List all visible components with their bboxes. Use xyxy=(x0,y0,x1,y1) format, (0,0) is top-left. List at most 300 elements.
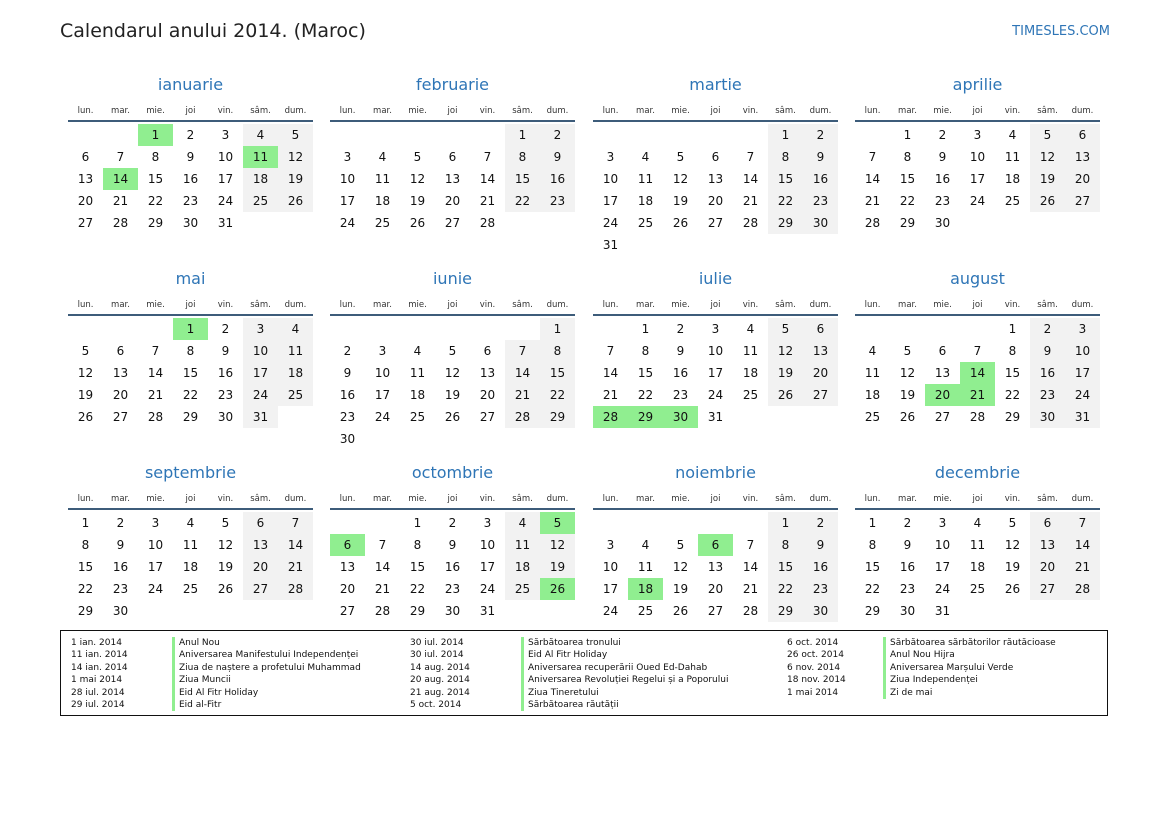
day-cell: 25 xyxy=(637,216,654,230)
day-cell: 18 xyxy=(278,362,313,384)
day-cell: 25 xyxy=(742,388,759,402)
weekday-label: joi xyxy=(710,106,721,116)
holiday-day-cell: 26 xyxy=(540,578,575,600)
day-cell: 13 xyxy=(1065,146,1100,168)
day-cell: 17 xyxy=(339,194,356,208)
month-ianuarie xyxy=(68,74,313,264)
day-cell: 13 xyxy=(1030,534,1065,556)
day-cell: 27 xyxy=(1030,578,1065,600)
weekday-label: mie. xyxy=(146,300,165,310)
day-cell: 23 xyxy=(899,582,916,596)
holiday-name: Sărbătoarea răutății xyxy=(521,699,619,711)
day-cell: 9 xyxy=(938,150,947,164)
days-grid xyxy=(855,124,1100,264)
day-cell: 13 xyxy=(707,172,724,186)
holiday-date: 21 aug. 2014 xyxy=(410,687,470,698)
weekday-label: dum. xyxy=(284,300,307,310)
weekday-label: mie. xyxy=(408,106,427,116)
day-cell: 8 xyxy=(1008,344,1017,358)
day-cell: 21 xyxy=(147,388,164,402)
day-cell: 26 xyxy=(409,216,426,230)
day-cell: 12 xyxy=(540,534,575,556)
weekday-label: dum. xyxy=(809,106,832,116)
day-cell: 17 xyxy=(969,172,986,186)
days-grid xyxy=(330,318,575,458)
weekday-label: sâm. xyxy=(512,106,533,116)
day-cell: 28 xyxy=(505,406,540,428)
holiday-name: Aniversarea Revoluției Regelui și a Poporului xyxy=(521,674,728,686)
day-cell: 9 xyxy=(116,538,125,552)
day-cell: 22 xyxy=(409,582,426,596)
weekday-label: lun. xyxy=(339,300,356,310)
day-cell: 6 xyxy=(1065,124,1100,146)
day-cell: 27 xyxy=(707,216,724,230)
day-cell: 23 xyxy=(339,410,356,424)
holiday-date: 1 mai 2014 xyxy=(71,675,123,686)
day-cell: 15 xyxy=(540,362,575,384)
holiday-name: Aniversarea recuperării Oued Ed-Dahab xyxy=(521,662,707,674)
day-cell: 26 xyxy=(217,582,234,596)
day-cell: 16 xyxy=(803,168,838,190)
day-cell: 22 xyxy=(768,190,803,212)
weekday-label: vin. xyxy=(742,106,759,116)
day-cell: 19 xyxy=(217,560,234,574)
month-name: decembrie xyxy=(934,463,1021,482)
day-cell: 30 xyxy=(112,604,129,618)
day-cell: 15 xyxy=(768,556,803,578)
day-cell: 5 xyxy=(676,538,685,552)
day-cell: 4 xyxy=(746,322,755,336)
day-cell: 20 xyxy=(444,194,461,208)
day-cell: 12 xyxy=(444,366,461,380)
month-octombrie xyxy=(330,462,575,652)
day-cell: 6 xyxy=(483,344,492,358)
weekday-label: mie. xyxy=(671,300,690,310)
day-cell: 8 xyxy=(768,534,803,556)
weekday-label: sâm. xyxy=(250,106,271,116)
holiday-list xyxy=(60,630,1108,716)
day-cell: 4 xyxy=(973,516,982,530)
holiday-date: 18 nov. 2014 xyxy=(787,675,846,686)
day-cell: 6 xyxy=(81,150,90,164)
day-cell: 16 xyxy=(182,172,199,186)
weekday-header xyxy=(330,290,575,316)
day-cell: 18 xyxy=(1004,172,1021,186)
weekday-label: sâm. xyxy=(1037,494,1058,504)
day-cell: 14 xyxy=(278,534,313,556)
holiday-day-cell: 28 xyxy=(593,406,628,428)
day-cell: 31 xyxy=(217,216,234,230)
day-cell: 8 xyxy=(505,146,540,168)
month-septembrie xyxy=(68,462,313,652)
day-cell: 24 xyxy=(1065,384,1100,406)
day-cell: 25 xyxy=(278,384,313,406)
day-cell: 12 xyxy=(1004,538,1021,552)
day-cell: 20 xyxy=(479,388,496,402)
holiday-day-cell: 21 xyxy=(960,384,995,406)
day-cell: 23 xyxy=(540,190,575,212)
weekday-label: joi xyxy=(972,106,983,116)
day-cell: 30 xyxy=(339,432,356,446)
day-cell: 22 xyxy=(768,578,803,600)
weekday-label: lun. xyxy=(77,300,94,310)
day-cell: 26 xyxy=(768,384,803,406)
day-cell: 19 xyxy=(768,362,803,384)
day-cell: 14 xyxy=(742,560,759,574)
month-name: iunie xyxy=(432,269,472,288)
day-cell: 23 xyxy=(1030,384,1065,406)
weekday-label: vin. xyxy=(217,494,234,504)
day-cell: 7 xyxy=(1065,512,1100,534)
day-cell: 9 xyxy=(186,150,195,164)
day-cell: 24 xyxy=(602,604,619,618)
weekday-label: mar. xyxy=(898,494,917,504)
month-mai xyxy=(68,268,313,458)
weekday-label: vin. xyxy=(479,494,496,504)
day-cell: 4 xyxy=(378,150,387,164)
holiday-name: Ziua Muncii xyxy=(172,674,231,686)
day-cell: 28 xyxy=(1065,578,1100,600)
day-cell: 10 xyxy=(217,150,234,164)
day-cell: 3 xyxy=(483,516,492,530)
weekday-label: joi xyxy=(185,300,196,310)
day-cell: 6 xyxy=(803,318,838,340)
days-grid xyxy=(68,318,313,458)
day-cell: 22 xyxy=(505,190,540,212)
holiday-name: Zi de mai xyxy=(883,687,932,699)
weekday-label: lun. xyxy=(77,494,94,504)
day-cell: 2 xyxy=(676,322,685,336)
day-cell: 23 xyxy=(803,578,838,600)
day-cell: 15 xyxy=(768,168,803,190)
day-cell: 2 xyxy=(540,124,575,146)
day-cell: 27 xyxy=(707,604,724,618)
holiday-name: Eid Al Fitr Holiday xyxy=(172,687,258,699)
day-cell: 2 xyxy=(903,516,912,530)
weekday-label: mie. xyxy=(933,300,952,310)
weekday-header xyxy=(855,96,1100,122)
day-cell: 19 xyxy=(899,388,916,402)
holiday-name: Anul Nou xyxy=(172,637,220,649)
day-cell: 2 xyxy=(116,516,125,530)
day-cell: 11 xyxy=(374,172,391,186)
weekday-label: vin. xyxy=(742,300,759,310)
day-cell: 23 xyxy=(444,582,461,596)
holiday-date: 30 iul. 2014 xyxy=(410,638,464,648)
day-cell: 4 xyxy=(868,344,877,358)
day-cell: 5 xyxy=(221,516,230,530)
day-cell: 8 xyxy=(540,340,575,362)
day-cell: 8 xyxy=(413,538,422,552)
day-cell: 13 xyxy=(479,366,496,380)
day-cell: 3 xyxy=(343,150,352,164)
holiday-date: 6 oct. 2014 xyxy=(787,638,839,648)
day-cell: 19 xyxy=(540,556,575,578)
day-cell: 21 xyxy=(864,194,881,208)
day-cell: 25 xyxy=(505,578,540,600)
day-cell: 17 xyxy=(147,560,164,574)
weekday-label: dum. xyxy=(284,494,307,504)
day-cell: 24 xyxy=(243,384,278,406)
holiday-name: Aniversarea Marșului Verde xyxy=(883,662,1013,674)
day-cell: 24 xyxy=(934,582,951,596)
month-name: septembrie xyxy=(144,463,237,482)
weekday-label: mar. xyxy=(898,300,917,310)
day-cell: 15 xyxy=(147,172,164,186)
day-cell: 10 xyxy=(602,172,619,186)
day-cell: 16 xyxy=(217,366,234,380)
day-cell: 26 xyxy=(278,190,313,212)
weekday-header xyxy=(330,484,575,510)
weekday-header xyxy=(855,484,1100,510)
site-link[interactable]: TIMESLES.COM xyxy=(1012,24,1110,39)
day-cell: 26 xyxy=(1030,190,1065,212)
weekday-label: joi xyxy=(972,300,983,310)
day-cell: 12 xyxy=(217,538,234,552)
day-cell: 22 xyxy=(1004,388,1021,402)
day-cell: 1 xyxy=(413,516,422,530)
day-cell: 8 xyxy=(768,146,803,168)
holiday-date: 14 aug. 2014 xyxy=(410,662,470,673)
day-cell: 1 xyxy=(1008,322,1017,336)
day-cell: 29 xyxy=(182,410,199,424)
day-cell: 3 xyxy=(711,322,720,336)
day-cell: 7 xyxy=(973,344,982,358)
day-cell: 14 xyxy=(742,172,759,186)
holiday-day-cell: 11 xyxy=(243,146,278,168)
day-cell: 18 xyxy=(637,194,654,208)
day-cell: 3 xyxy=(1065,318,1100,340)
days-grid xyxy=(855,318,1100,458)
weekday-label: joi xyxy=(447,300,458,310)
day-cell: 30 xyxy=(444,604,461,618)
day-cell: 21 xyxy=(479,194,496,208)
day-cell: 18 xyxy=(505,556,540,578)
day-cell: 1 xyxy=(768,512,803,534)
day-cell: 26 xyxy=(444,410,461,424)
day-cell: 28 xyxy=(112,216,129,230)
day-cell: 17 xyxy=(934,560,951,574)
weekday-label: dum. xyxy=(809,494,832,504)
day-cell: 11 xyxy=(505,534,540,556)
holiday-name: Ziua de naștere a profetului Muhammad xyxy=(172,662,361,674)
day-cell: 1 xyxy=(641,322,650,336)
day-cell: 27 xyxy=(934,410,951,424)
day-cell: 10 xyxy=(479,538,496,552)
weekday-label: joi xyxy=(185,494,196,504)
weekday-header xyxy=(855,290,1100,316)
day-cell: 24 xyxy=(969,194,986,208)
day-cell: 28 xyxy=(864,216,881,230)
day-cell: 21 xyxy=(602,388,619,402)
day-cell: 19 xyxy=(278,168,313,190)
day-cell: 12 xyxy=(768,340,803,362)
day-cell: 23 xyxy=(934,194,951,208)
day-cell: 29 xyxy=(899,216,916,230)
day-cell: 17 xyxy=(707,366,724,380)
weekday-label: mar. xyxy=(373,300,392,310)
day-cell: 11 xyxy=(182,538,199,552)
day-cell: 22 xyxy=(147,194,164,208)
holiday-day-cell: 29 xyxy=(628,406,663,428)
day-cell: 26 xyxy=(1004,582,1021,596)
day-cell: 24 xyxy=(602,216,619,230)
day-cell: 22 xyxy=(540,384,575,406)
day-cell: 14 xyxy=(505,362,540,384)
day-cell: 10 xyxy=(147,538,164,552)
day-cell: 16 xyxy=(339,388,356,402)
day-cell: 10 xyxy=(969,150,986,164)
day-cell: 11 xyxy=(969,538,986,552)
day-cell: 10 xyxy=(1065,340,1100,362)
day-cell: 27 xyxy=(444,216,461,230)
weekday-label: dum. xyxy=(284,106,307,116)
day-cell: 29 xyxy=(409,604,426,618)
weekday-label: vin. xyxy=(1004,106,1021,116)
weekday-label: dum. xyxy=(1071,494,1094,504)
weekday-label: dum. xyxy=(1071,300,1094,310)
weekday-label: vin. xyxy=(217,106,234,116)
day-cell: 30 xyxy=(899,604,916,618)
day-cell: 21 xyxy=(112,194,129,208)
day-cell: 5 xyxy=(1030,124,1065,146)
day-cell: 19 xyxy=(77,388,94,402)
day-cell: 30 xyxy=(182,216,199,230)
day-cell: 31 xyxy=(602,238,619,252)
day-cell: 27 xyxy=(112,410,129,424)
weekday-label: vin. xyxy=(479,300,496,310)
day-cell: 7 xyxy=(278,512,313,534)
day-cell: 27 xyxy=(479,410,496,424)
weekday-label: dum. xyxy=(546,106,569,116)
day-cell: 11 xyxy=(637,560,654,574)
weekday-label: vin. xyxy=(217,300,234,310)
day-cell: 12 xyxy=(409,172,426,186)
holiday-date: 6 nov. 2014 xyxy=(787,662,841,673)
holiday-date: 29 iul. 2014 xyxy=(71,700,125,710)
day-cell: 18 xyxy=(742,366,759,380)
day-cell: 30 xyxy=(217,410,234,424)
weekday-label: lun. xyxy=(864,106,881,116)
day-cell: 1 xyxy=(81,516,90,530)
day-cell: 19 xyxy=(672,194,689,208)
weekday-label: sâm. xyxy=(250,494,271,504)
day-cell: 10 xyxy=(707,344,724,358)
day-cell: 3 xyxy=(151,516,160,530)
day-cell: 3 xyxy=(378,344,387,358)
holiday-day-cell: 20 xyxy=(925,384,960,406)
weekday-label: mie. xyxy=(933,106,952,116)
days-grid xyxy=(593,318,838,458)
day-cell: 20 xyxy=(77,194,94,208)
day-cell: 27 xyxy=(77,216,94,230)
day-cell: 8 xyxy=(81,538,90,552)
day-cell: 22 xyxy=(77,582,94,596)
weekday-header xyxy=(68,484,313,510)
weekday-label: dum. xyxy=(1071,106,1094,116)
day-cell: 1 xyxy=(505,124,540,146)
weekday-label: mar. xyxy=(111,300,130,310)
month-name: februarie xyxy=(415,75,490,94)
day-cell: 16 xyxy=(672,366,689,380)
day-cell: 7 xyxy=(868,150,877,164)
day-cell: 14 xyxy=(479,172,496,186)
day-cell: 8 xyxy=(186,344,195,358)
weekday-label: joi xyxy=(710,494,721,504)
day-cell: 6 xyxy=(116,344,125,358)
day-cell: 9 xyxy=(221,344,230,358)
day-cell: 11 xyxy=(278,340,313,362)
day-cell: 21 xyxy=(742,194,759,208)
day-cell: 31 xyxy=(243,406,278,428)
day-cell: 4 xyxy=(1008,128,1017,142)
day-cell: 18 xyxy=(182,560,199,574)
day-cell: 10 xyxy=(374,366,391,380)
day-cell: 29 xyxy=(540,406,575,428)
day-cell: 25 xyxy=(182,582,199,596)
day-cell: 9 xyxy=(803,534,838,556)
day-cell: 24 xyxy=(147,582,164,596)
day-cell: 5 xyxy=(278,124,313,146)
day-cell: 17 xyxy=(479,560,496,574)
weekday-label: lun. xyxy=(602,106,619,116)
day-cell: 25 xyxy=(864,410,881,424)
day-cell: 7 xyxy=(378,538,387,552)
holiday-name: Sărbătoarea tronului xyxy=(521,637,621,649)
month-name: noiembrie xyxy=(675,463,756,482)
month-august xyxy=(855,268,1100,458)
day-cell: 19 xyxy=(409,194,426,208)
day-cell: 30 xyxy=(1030,406,1065,428)
day-cell: 2 xyxy=(803,124,838,146)
weekday-label: sâm. xyxy=(250,300,271,310)
day-cell: 5 xyxy=(903,344,912,358)
day-cell: 27 xyxy=(803,384,838,406)
day-cell: 6 xyxy=(448,150,457,164)
day-cell: 9 xyxy=(1030,340,1065,362)
month-name: octombrie xyxy=(411,463,494,482)
day-cell: 30 xyxy=(803,212,838,234)
day-cell: 19 xyxy=(444,388,461,402)
weekday-label: mar. xyxy=(636,300,655,310)
weekday-label: sâm. xyxy=(775,494,796,504)
weekday-label: dum. xyxy=(809,300,832,310)
holiday-name: Ziua Tineretului xyxy=(521,687,599,699)
day-cell: 13 xyxy=(444,172,461,186)
day-cell: 17 xyxy=(602,582,619,596)
weekday-label: mar. xyxy=(111,106,130,116)
day-cell: 24 xyxy=(707,388,724,402)
day-cell: 4 xyxy=(243,124,278,146)
day-cell: 7 xyxy=(746,150,755,164)
day-cell: 27 xyxy=(1065,190,1100,212)
day-cell: 14 xyxy=(147,366,164,380)
day-cell: 16 xyxy=(1030,362,1065,384)
weekday-label: mar. xyxy=(636,106,655,116)
weekday-header xyxy=(330,96,575,122)
day-cell: 2 xyxy=(448,516,457,530)
day-cell: 3 xyxy=(243,318,278,340)
month-name: ianuarie xyxy=(157,75,224,94)
month-aprilie xyxy=(855,74,1100,264)
day-cell: 22 xyxy=(899,194,916,208)
day-cell: 20 xyxy=(1030,556,1065,578)
day-cell: 6 xyxy=(1030,512,1065,534)
day-cell: 11 xyxy=(1004,150,1021,164)
holiday-day-cell: 18 xyxy=(628,578,663,600)
day-cell: 29 xyxy=(768,600,803,622)
day-cell: 25 xyxy=(637,604,654,618)
